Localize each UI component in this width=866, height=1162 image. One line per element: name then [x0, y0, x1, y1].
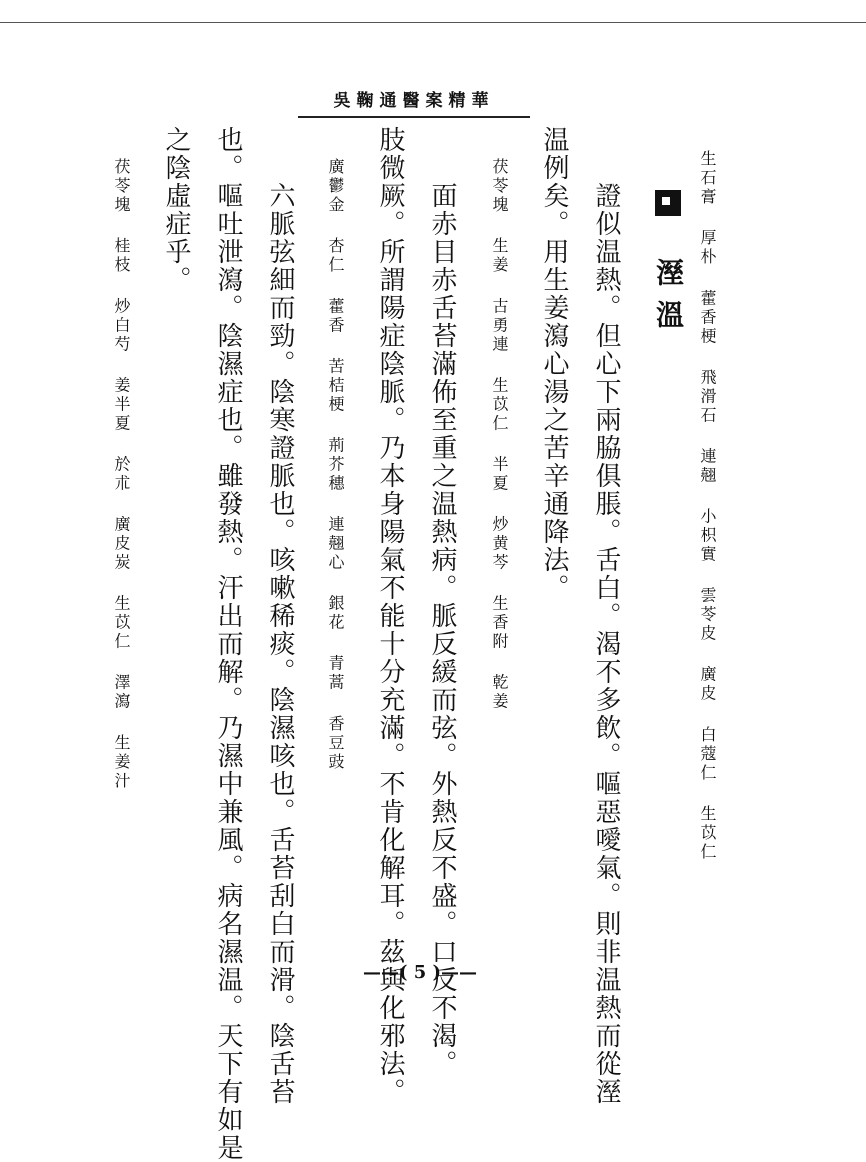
herb: 炒黄芩 [490, 515, 509, 573]
herb: 連翹心 [326, 515, 345, 573]
running-head-underline [298, 116, 530, 118]
text-line: 之陰虛症乎。 [161, 126, 191, 294]
text-line: 也。嘔吐泄瀉。陰濕症也。雖發熱。汗出而解。乃濕中兼風。病名濕温。天下有如是 [213, 126, 243, 1162]
herb: 雲苓皮 [698, 586, 717, 644]
herb: 炒白芍 [112, 297, 131, 355]
herb: 茯苓塊 [112, 158, 131, 215]
herb: 半夏 [490, 455, 509, 494]
herb: 生石膏 [698, 150, 717, 207]
square-marker-icon [655, 190, 681, 216]
herb: 桂枝 [112, 237, 131, 276]
herb: 澤瀉 [112, 673, 131, 712]
herb: 乾姜 [490, 673, 509, 712]
herb: 生姜 [490, 237, 509, 276]
herb: 茯苓塊 [490, 158, 509, 215]
herb: 生苡仁 [112, 594, 131, 652]
herb: 銀花 [326, 594, 345, 633]
herb: 小枳實 [698, 507, 717, 565]
herb: 生香附 [490, 594, 509, 652]
herb: 廣皮炭 [112, 515, 131, 573]
herb: 生姜汁 [112, 733, 131, 791]
prescription-column-3 [326, 158, 344, 772]
herb: 生苡仁 [490, 376, 509, 434]
herb: 青蒿 [326, 654, 345, 693]
herb: 荊芥穗 [326, 436, 345, 494]
section-heading [648, 190, 688, 342]
herb: 杏仁 [326, 237, 345, 276]
herb: 生苡仁 [698, 804, 717, 862]
herb: 藿香梗 [698, 289, 717, 347]
herb: 苦桔梗 [326, 357, 345, 415]
herb: 白蔻仁 [698, 725, 717, 783]
prescription-column-4 [112, 158, 130, 791]
herb: 連翹 [698, 447, 717, 486]
herb: 古勇連 [490, 297, 509, 355]
text-line: 温例矣。用生姜瀉心湯之苦辛通降法。 [539, 126, 569, 602]
herb: 姜半夏 [112, 376, 131, 434]
prescription-column-1 [698, 150, 716, 862]
top-rule [0, 22, 866, 23]
herb: 香豆豉 [326, 714, 345, 772]
running-head: 吳鞠通醫案精華 [333, 91, 495, 111]
herb: 飛滑石 [698, 368, 717, 426]
herb: 藿香 [326, 297, 345, 336]
herb: 廣皮 [698, 665, 717, 704]
herb: 廣鬱金 [326, 158, 345, 215]
text-line: 六脈弦細而勁。陰寒證脈也。咳嗽稀痰。陰濕咳也。舌苔刮白而滑。陰舌苔 [265, 182, 295, 1106]
herb: 厚朴 [698, 229, 717, 268]
text-line: 證似温熱。但心下兩脇俱脹。舌白。渴不多飲。嘔惡噯氣。則非温熱而從溼 [591, 182, 621, 1106]
text-line: 肢微厥。所謂陽症陰脈。乃本身陽氣不能十分充滿。不肯化解耳。茲與化邪法。 [375, 126, 405, 1106]
prescription-column-2 [490, 158, 508, 712]
text-line: 面赤目赤舌苔滿佈至重之温熱病。脈反緩而弦。外熱反不盛。口反不渴。 [427, 182, 457, 1078]
herb: 於朮 [112, 455, 131, 494]
page-number: ——( 5 )—— [362, 962, 478, 983]
section-title: 溼溫 [652, 257, 685, 342]
